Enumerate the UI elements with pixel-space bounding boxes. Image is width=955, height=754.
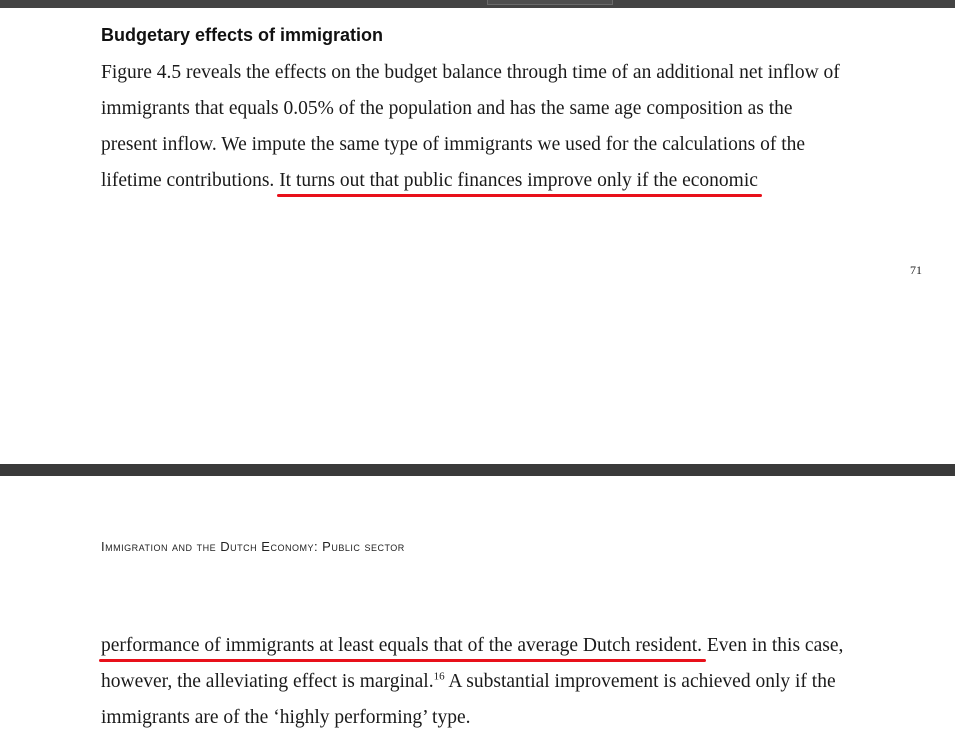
plain-text: lifetime contributions.: [101, 170, 280, 191]
highlighted-sentence-start: It turns out that public finances improve only if the economic: [279, 170, 758, 191]
paragraph-line-5: [101, 636, 843, 656]
paragraph-line-6: [101, 672, 836, 692]
paragraph-line-3: present inflow. We impute the same type of immigrants we used for the calculations of the: [101, 134, 806, 155]
running-header: Immigration and the Dutch Economy: Public sector: [101, 539, 405, 554]
document-page-72: [0, 476, 955, 754]
plain-text: A substantial improvement is achieved only if the: [444, 671, 836, 692]
footnote-marker[interactable]: 16: [433, 670, 445, 683]
toolbar-tab[interactable]: [487, 0, 613, 5]
page-number: 71: [910, 263, 922, 277]
plain-text: Even in this case,: [702, 635, 844, 656]
paragraph-line-1: Figure 4.5 reveals the effects on the budget balance through time of an additional net inflow of: [101, 62, 840, 83]
page-separator: [0, 464, 955, 476]
paragraph-line-7: immigrants are of the ‘highly performing’ type.: [101, 707, 471, 728]
highlighted-sentence-end: performance of immigrants at least equals that of the average Dutch resident.: [101, 635, 703, 656]
document-page-71: [0, 8, 955, 464]
viewer-toolbar: [0, 0, 955, 8]
paragraph-line-4: [101, 171, 758, 191]
section-heading: Budgetary effects of immigration: [101, 25, 384, 45]
paragraph-line-2: immigrants that equals 0.05% of the population and has the same age composition as the: [101, 98, 793, 119]
plain-text: however, the alleviating effect is marginal.: [101, 671, 434, 692]
